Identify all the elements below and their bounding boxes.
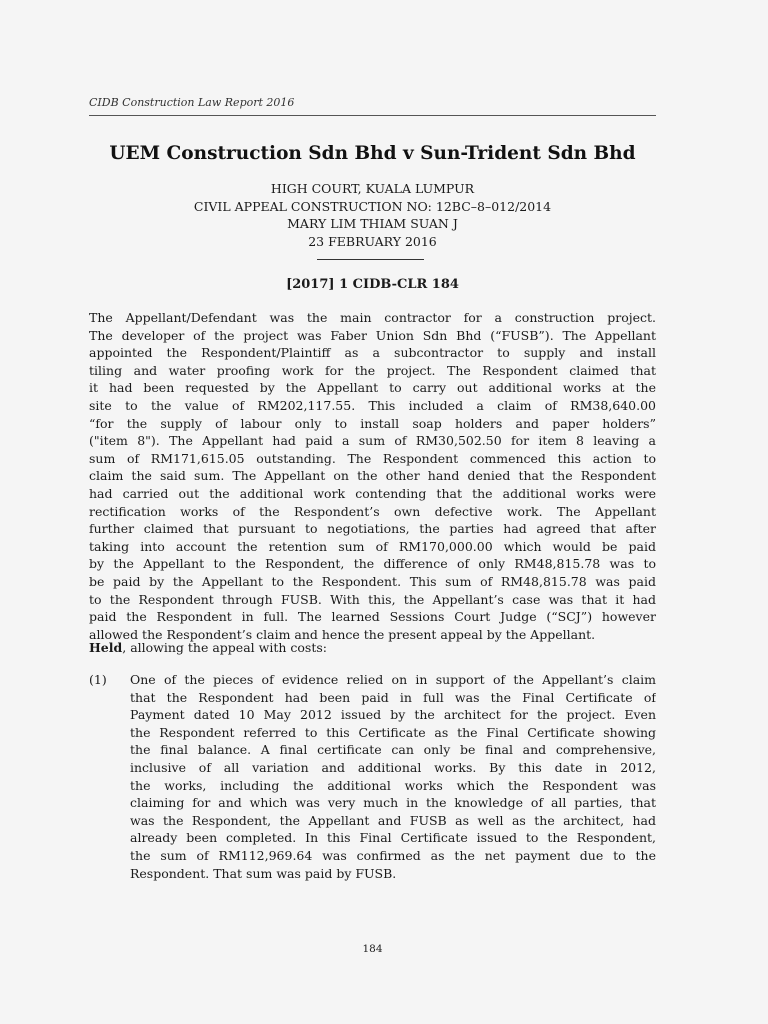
point-line: Payment dated 10 May 2012 issued by the architect for the project. Even bbox=[130, 707, 656, 723]
point-line: One of the pieces of evidence relied on in support of the Appellant’s claim bbox=[130, 672, 656, 687]
summary-line: appointed the Respondent/Plaintiff as a subcontractor to supply and install bbox=[89, 345, 656, 361]
summary-line: allowed the Respondent’s claim and hence the present appeal by the Appellant. bbox=[89, 626, 596, 642]
point-line: Respondent. That sum was paid by FUSB. bbox=[130, 865, 397, 881]
summary-line: The Appellant/Defendant was the main contractor for a construction project. bbox=[89, 310, 656, 325]
point-body bbox=[130, 671, 656, 882]
court-divider bbox=[317, 259, 424, 260]
citation: [2017] 1 CIDB-CLR 184 bbox=[286, 277, 459, 292]
point-line: was the Respondent, the Appellant and FUSB as well as the architect, had bbox=[130, 812, 656, 828]
held-text: , allowing the appeal with costs: bbox=[122, 640, 327, 655]
summary-line: paid the Respondent in full. The learned Sessions Court Judge (“SCJ”) however bbox=[89, 609, 656, 625]
summary-line: taking into account the retention sum of RM170,000.00 which would be paid bbox=[89, 538, 656, 554]
summary-line: “for the supply of labour only to install soap holders and paper holders” bbox=[89, 415, 656, 431]
point-line: that the Respondent had been paid in full was the Final Certificate of bbox=[130, 689, 656, 705]
held-statement bbox=[89, 640, 327, 655]
point-line: inclusive of all variation and additional works. By this date in 2012, bbox=[130, 759, 656, 775]
summary-line: to the Respondent through FUSB. With this, the Appellant’s case was that it had bbox=[89, 591, 656, 607]
summary-line: site to the value of RM202,117.55. This included a claim of RM38,640.00 bbox=[89, 397, 656, 413]
point-line: claiming for and which was very much in the knowledge of all parties, that bbox=[130, 795, 656, 811]
point-line: the sum of RM112,969.64 was confirmed as the net payment due to the bbox=[130, 847, 656, 863]
summary-line: sum of RM171,615.05 outstanding. The Respondent commenced this action to bbox=[89, 450, 656, 466]
point-number: (1) bbox=[89, 672, 107, 687]
held-label: Held bbox=[89, 640, 123, 655]
running-header: CIDB Construction Law Report 2016 bbox=[89, 96, 295, 109]
point-line: the Respondent referred to this Certificate as the Final Certificate showing bbox=[130, 724, 656, 740]
case-number: CIVIL APPEAL CONSTRUCTION NO: 12BC–8–012/2014 bbox=[193, 198, 552, 214]
point-line: the works, including the additional works which the Respondent was bbox=[130, 777, 656, 793]
summary-line: be paid by the Appellant to the Respondent. This sum of RM48,815.78 was paid bbox=[89, 573, 656, 589]
court-details bbox=[89, 180, 656, 250]
summary-line: The developer of the project was Faber Union Sdn Bhd (“FUSB”). The Appellant bbox=[89, 327, 656, 343]
page-number: 184 bbox=[362, 943, 383, 955]
summary-line: had carried out the additional work contending that the additional works were bbox=[89, 485, 656, 501]
judgment-date: 23 FEBRUARY 2016 bbox=[308, 233, 437, 249]
point-line: the final balance. A final certificate can only be final and comprehensive, bbox=[130, 742, 656, 758]
case-title: UEM Construction Sdn Bhd v Sun-Trident Sdn Bhd bbox=[109, 143, 636, 164]
point-line: already been completed. In this Final Certificate issued to the Respondent, bbox=[130, 830, 656, 846]
summary-line: by the Appellant to the Respondent, the difference of only RM48,815.78 was to bbox=[89, 556, 656, 572]
court-name: HIGH COURT, KUALA LUMPUR bbox=[270, 181, 475, 196]
judge-name: MARY LIM THIAM SUAN J bbox=[287, 216, 458, 231]
header-rule bbox=[89, 115, 656, 116]
summary-line: tiling and water proofing work for the project. The Respondent claimed that bbox=[89, 362, 656, 378]
summary-line: further claimed that pursuant to negotiations, the parties had agreed that after bbox=[89, 521, 656, 537]
case-summary bbox=[89, 309, 656, 643]
summary-line: rectification works of the Respondent’s own defective work. The Appellant bbox=[89, 503, 656, 519]
summary-line: ("item 8"). The Appellant had paid a sum of RM30,502.50 for item 8 leaving a bbox=[89, 433, 656, 449]
summary-line: it had been requested by the Appellant to carry out additional works at the bbox=[89, 380, 656, 396]
summary-line: claim the said sum. The Appellant on the other hand denied that the Respondent bbox=[89, 468, 656, 484]
